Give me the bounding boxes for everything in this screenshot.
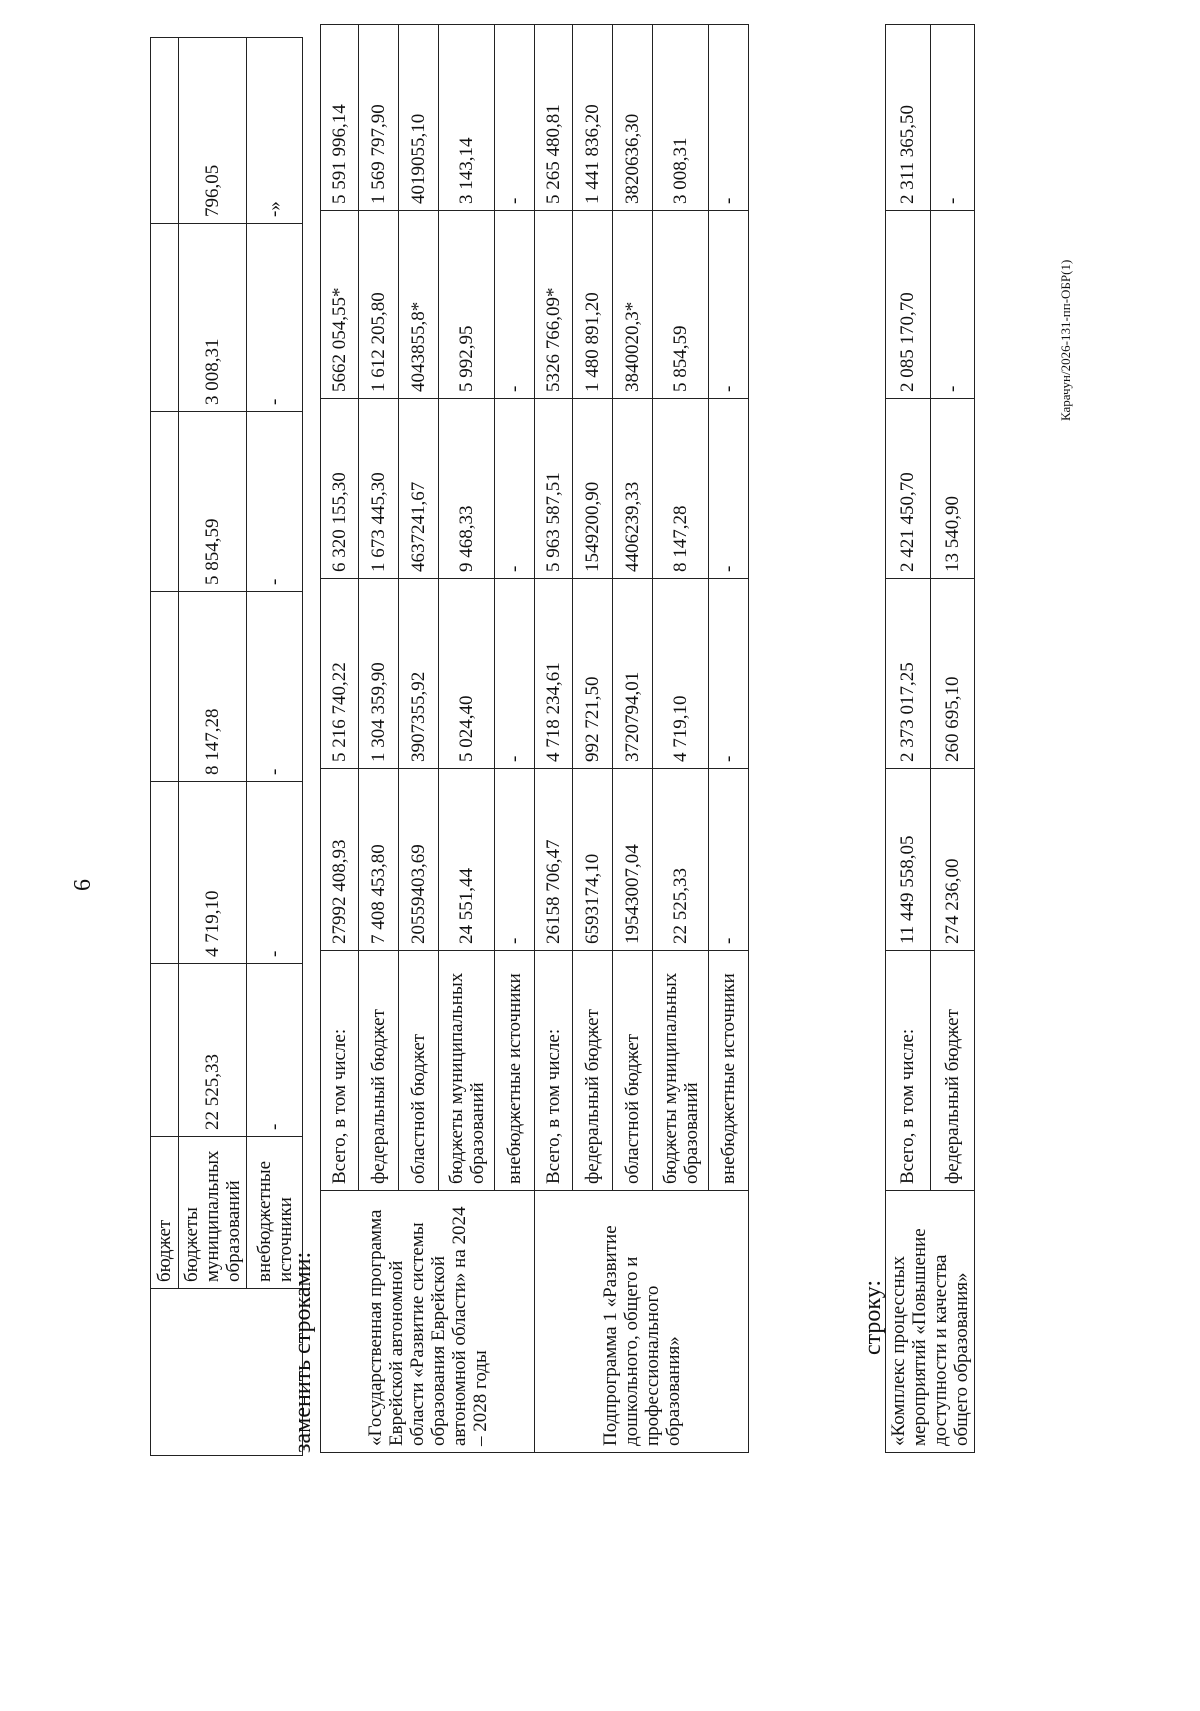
replace-heading: заменить строками:: [290, 1251, 316, 1453]
amount-cell: -: [709, 398, 749, 578]
amount-cell: [151, 224, 179, 412]
amount-cell: 1 673 445,30: [359, 398, 399, 578]
amount-cell: -: [709, 210, 749, 398]
amount-cell: 1 304 359,90: [359, 578, 399, 768]
table-row: [179, 38, 247, 1456]
funding-source: областной бюджет: [399, 950, 439, 1190]
amount-cell: 6 320 155,30: [321, 398, 359, 578]
amount-cell: 5662 054,55*: [321, 210, 359, 398]
funding-source: федеральный бюджет: [573, 950, 613, 1190]
empty-program-cell: [151, 1289, 303, 1456]
amount-cell: 6593174,10: [573, 768, 613, 950]
amount-cell: [151, 782, 179, 964]
funding-source: Всего, в том числе:: [321, 950, 359, 1190]
amount-cell: -: [495, 210, 535, 398]
program-name: «Комплекс процессных мероприятий «Повышение доступности и качества общего образования»: [886, 1191, 975, 1453]
page-number: 6: [70, 879, 96, 891]
funding-source: бюджеты муниципальных образований: [439, 950, 495, 1190]
amount-cell: -»: [247, 38, 303, 224]
amount-cell: 4043855,8*: [399, 210, 439, 398]
amount-cell: 4 718 234,61: [535, 578, 573, 768]
amount-cell: 20559403,69: [399, 768, 439, 950]
amount-cell: 2 421 450,70: [886, 398, 931, 578]
amount-cell: -: [247, 224, 303, 412]
program-name: «Государственная программа Еврейской автономной области «Развитие системы образования Еврейской автономной области» на 2024 – 2028 годы: [321, 1191, 535, 1453]
funding-source: Всего, в том числе:: [886, 950, 931, 1190]
amount-cell: -: [247, 412, 303, 592]
line-heading: строку:: [860, 1279, 886, 1355]
amount-cell: 26158 706,47: [535, 768, 573, 950]
amount-cell: -: [709, 578, 749, 768]
amount-cell: 4637241,67: [399, 398, 439, 578]
amount-cell: 4 719,10: [179, 782, 247, 964]
amount-cell: 992 721,50: [573, 578, 613, 768]
amount-cell: -: [930, 24, 975, 210]
amount-cell: 3840020,3*: [613, 210, 653, 398]
amount-cell: 19543007,04: [613, 768, 653, 950]
amount-cell: 1 612 205,80: [359, 210, 399, 398]
document-footer: Карачун/2026-131-пп-ОБР(1): [1058, 259, 1073, 421]
amount-cell: 7 408 453,80: [359, 768, 399, 950]
amount-cell: 5 024,40: [439, 578, 495, 768]
amount-cell: 1 480 891,20: [573, 210, 613, 398]
amount-cell: 5 265 480,81: [535, 24, 573, 210]
funding-source: бюджеты муниципальных образований: [653, 950, 709, 1190]
amount-cell: 1 569 797,90: [359, 24, 399, 210]
program-name: Подпрограмма 1 «Развитие дошкольного, общего и профессионального образования»: [535, 1191, 749, 1453]
amount-cell: 4406239,33: [613, 398, 653, 578]
funding-source: бюджет: [151, 1137, 179, 1289]
funding-source: федеральный бюджет: [930, 950, 975, 1190]
amount-cell: 4019055,10: [399, 24, 439, 210]
amount-cell: 5 854,59: [179, 412, 247, 592]
amount-cell: -: [709, 24, 749, 210]
amount-cell: -: [709, 768, 749, 950]
amount-cell: 8 147,28: [179, 592, 247, 782]
amount-cell: 4 719,10: [653, 578, 709, 768]
continuation-table: [150, 37, 303, 1456]
amount-cell: [151, 412, 179, 592]
amount-cell: 1 441 836,20: [573, 24, 613, 210]
table-row: [247, 38, 303, 1456]
amount-cell: 13 540,90: [930, 398, 975, 578]
amount-cell: -: [495, 24, 535, 210]
amount-cell: 3820636,30: [613, 24, 653, 210]
amount-cell: 5326 766,09*: [535, 210, 573, 398]
amount-cell: [151, 964, 179, 1137]
funding-source: федеральный бюджет: [359, 950, 399, 1190]
amount-cell: 2 085 170,70: [886, 210, 931, 398]
amount-cell: -: [495, 768, 535, 950]
amount-cell: 5 216 740,22: [321, 578, 359, 768]
amount-cell: 24 551,44: [439, 768, 495, 950]
amount-cell: 3 008,31: [179, 224, 247, 412]
amount-cell: [151, 38, 179, 224]
amount-cell: 1549200,90: [573, 398, 613, 578]
process-table: [885, 24, 975, 1453]
amount-cell: 5 992,95: [439, 210, 495, 398]
funding-source: внебюджетные источники: [247, 1137, 303, 1289]
amount-cell: 27992 408,93: [321, 768, 359, 950]
funding-source: внебюджетные источники: [709, 950, 749, 1190]
replacement-table: [320, 24, 749, 1453]
amount-cell: 22 525,33: [179, 964, 247, 1137]
amount-cell: 3907355,92: [399, 578, 439, 768]
table-row: [535, 24, 573, 1452]
amount-cell: 796,05: [179, 38, 247, 224]
funding-source: областной бюджет: [613, 950, 653, 1190]
amount-cell: 22 525,33: [653, 768, 709, 950]
amount-cell: 3 143,14: [439, 24, 495, 210]
table-row: [151, 38, 179, 1456]
amount-cell: -: [495, 578, 535, 768]
funding-source: бюджеты муниципальных образований: [179, 1137, 247, 1289]
amount-cell: 5 591 996,14: [321, 24, 359, 210]
amount-cell: -: [247, 592, 303, 782]
amount-cell: 8 147,28: [653, 398, 709, 578]
amount-cell: -: [247, 964, 303, 1137]
amount-cell: -: [495, 398, 535, 578]
amount-cell: 2 311 365,50: [886, 24, 931, 210]
amount-cell: 11 449 558,05: [886, 768, 931, 950]
amount-cell: 274 236,00: [930, 768, 975, 950]
amount-cell: 260 695,10: [930, 578, 975, 768]
funding-source: внебюджетные источники: [495, 950, 535, 1190]
table-row: [321, 24, 359, 1452]
amount-cell: -: [247, 782, 303, 964]
funding-source: Всего, в том числе:: [535, 950, 573, 1190]
amount-cell: 5 854,59: [653, 210, 709, 398]
amount-cell: 5 963 587,51: [535, 398, 573, 578]
amount-cell: -: [930, 210, 975, 398]
amount-cell: 3720794,01: [613, 578, 653, 768]
amount-cell: [151, 592, 179, 782]
amount-cell: 3 008,31: [653, 24, 709, 210]
amount-cell: 9 468,33: [439, 398, 495, 578]
table-row: [886, 24, 931, 1452]
amount-cell: 2 373 017,25: [886, 578, 931, 768]
